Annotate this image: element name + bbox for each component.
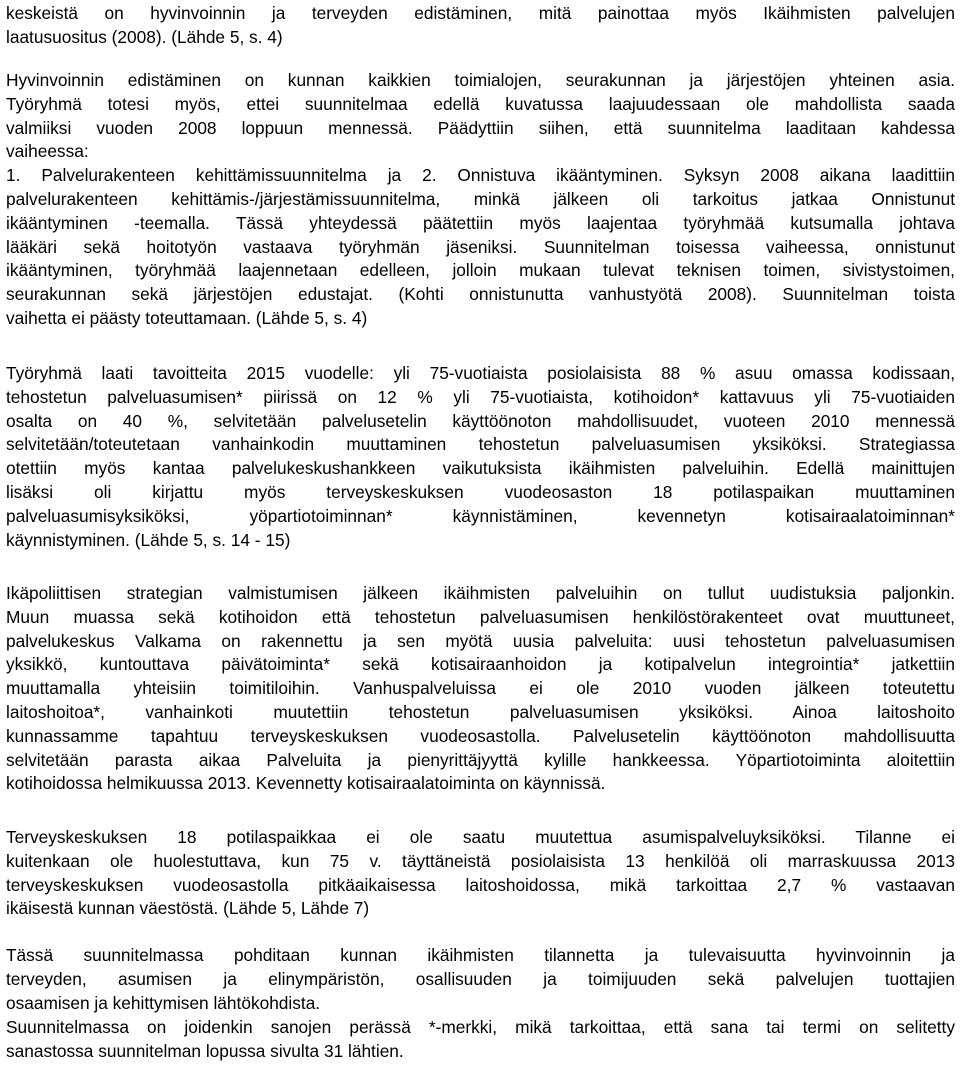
text-line: yksikkö, kuntouttava päivätoiminta* sekä kotisairaanhoidon ja kotipalvelun integrointia* jatkettiin <box>6 654 955 675</box>
text-line: osalta on 40 %, selvitetään palvelusetelin käyttöönoton mahdollisuudet, vuoteen 2010 mennessä <box>6 410 955 431</box>
text-line: osaamisen ja kehittymisen lähtökohdista. <box>6 992 321 1013</box>
text-line: tehostetun palveluasumisen* piirissä on 12 % yli 75-vuotiaista, kotihoidon* kattavuus yli 75-vuotiaiden <box>6 386 955 407</box>
text-line: kuitenkaan ole huolestuttava, kun 75 v. täyttäneistä posiolaisista 13 henkilöä oli marraskuussa 2013 <box>6 850 955 871</box>
text-line: laatusuositus (2008). (Lähde 5, s. 4) <box>6 26 283 47</box>
text-line: terveyskeskuksen vuodeosastolla pitkäaikaisessa laitoshoidossa, mikä tarkoittaa 2,7 % vastaavan <box>6 874 955 895</box>
text-line: laitoshoitoa*, vanhainkoti muutettiin tehostetun palveluasumisen yksiköksi. Ainoa laitoshoito <box>6 701 955 722</box>
text-line: sanastossa suunnitelman lopussa sivulta 31 lähtien. <box>6 1040 404 1061</box>
paragraph-intro <box>6 2 955 50</box>
text-line: Terveyskeskuksen 18 potilaspaikkaa ei ole saatu muutettua asumispalveluyksiköksi. Tilanne ei <box>6 827 955 847</box>
text-line: muuttamalla yhteisiin toimitiloihin. Vanhuspalveluissa ei ole 2010 vuoden jälkeen toteutettu <box>6 678 955 699</box>
text-line: ikääntyminen, työryhmää laajennetaan edelleen, jolloin mukaan tulevat teknisen toimen, sivistystoimen, <box>6 260 955 281</box>
text-line: selvitetään parasta aikaa Palveluita ja pienyrittäjyyttä kylille hankkeessa. Yöpartiotoiminta aloitettiin <box>6 749 955 770</box>
text-line: terveyden, asumisen ja elinympäristön, osallisuuden ja toimijuuden sekä palvelujen tuottajien <box>6 968 955 989</box>
text-line: keskeistä on hyvinvoinnin ja terveyden edistäminen, mitä painottaa myös Ikäihmisten palvelujen <box>6 3 955 23</box>
text-line: palvelukeskus Valkama on rakennettu ja sen myötä uusia palveluita: uusi tehostetun palveluasumisen <box>6 630 955 651</box>
text-line: palvelurakenteen kehittämis-/järjestämissuunnitelma, minkä jälkeen oli tarkoitus jatkaa Onnistunut <box>6 188 955 209</box>
paragraph-goals-2015 <box>6 362 955 552</box>
paragraph-plan-scope <box>6 944 955 1015</box>
text-line: valmiiksi vuoden 2008 loppuun mennessä. Päädyttiin siihen, että suunnitelma laaditaan kahdessa <box>6 117 955 138</box>
paragraph-glossary-note <box>6 1016 955 1064</box>
text-line: palveluasumisyksiköksi, yöpartiotoiminnan* käynnistäminen, kevennetyn kotisairaalatoiminnan* <box>6 505 955 526</box>
text-line: Tässä suunnitelmassa pohditaan kunnan ikäihmisten tilannetta ja tulevaisuutta hyvinvoinnin ja <box>6 945 955 965</box>
text-line: käynnistyminen. (Lähde 5, s. 14 - 15) <box>6 529 291 550</box>
text-line: Hyvinvoinnin edistäminen on kunnan kaikkien toimialojen, seurakunnan ja järjestöjen yhteinen asia. <box>6 70 955 90</box>
text-line: Suunnitelmassa on joidenkin sanojen perässä *-merkki, mikä tarkoittaa, että sana tai termi on selitetty <box>6 1017 955 1037</box>
text-line: Työryhmä totesi myös, ettei suunnitelmaa edellä kuvatussa laajuudessaan ole mahdollista saada <box>6 93 955 114</box>
text-line: lisäksi oli kirjattu myös terveyskeskuksen vuodeosaston 18 potilaspaikan muuttaminen <box>6 481 955 502</box>
text-line: vaihetta ei päästy toteuttamaan. (Lähde 5, s. 4) <box>6 307 368 328</box>
text-line: selvitetään/toteutetaan vanhainkodin muuttaminen tehostetun palveluasumisen yksiköksi. Strategiassa <box>6 434 955 455</box>
paragraph-reforms <box>6 582 955 796</box>
text-line: ikäisestä kunnan väestöstä. (Lähde 5, Lähde 7) <box>6 898 370 919</box>
text-line: Muun muassa sekä kotihoidon että tehostetun palveluasumisen henkilöstörakenteet ovat muuttuneet, <box>6 606 955 627</box>
text-line: 1. Palvelurakenteen kehittämissuunnitelma ja 2. Onnistuva ikääntyminen. Syksyn 2008 aikana laadittiin <box>6 165 955 186</box>
text-line: kotihoidossa helmikuussa 2013. Kevennetty kotisairaalatoiminta on käynnissä. <box>6 773 606 794</box>
text-line: Työryhmä laati tavoitteita 2015 vuodelle: yli 75-vuotiaista posiolaisista 88 % asuu omassa kodissaan, <box>6 363 955 383</box>
text-line: otettiin myös kantaa palvelukeskushankkeen vaikutuksista ikäihmisten palveluihin. Edellä mainittujen <box>6 458 955 479</box>
text-line: Ikäpoliittisen strategian valmistumisen jälkeen ikäihmisten palveluihin on tullut uudistuksia paljonkin. <box>6 583 955 603</box>
text-line: lääkäri sekä hoitotyön vastaava työryhmän jäseniksi. Suunnitelman toisessa vaiheessa, onnistunut <box>6 236 955 257</box>
text-line: vaiheessa: <box>6 141 89 162</box>
paragraph-working-group <box>6 69 955 331</box>
paragraph-health-center <box>6 826 955 921</box>
text-line: seurakunnan sekä järjestöjen edustajat. (Kohti onnistunutta vanhustyötä 2008). Suunnitelman toista <box>6 284 955 305</box>
text-line: kunnassamme tapahtuu terveyskeskuksen vuodeosastolla. Palvelusetelin käyttöönoton mahdollisuutta <box>6 725 955 746</box>
text-line: ikääntyminen -teemalla. Tässä yhteydessä päätettiin myös laajentaa työryhmää kutsumalla johtava <box>6 212 955 233</box>
